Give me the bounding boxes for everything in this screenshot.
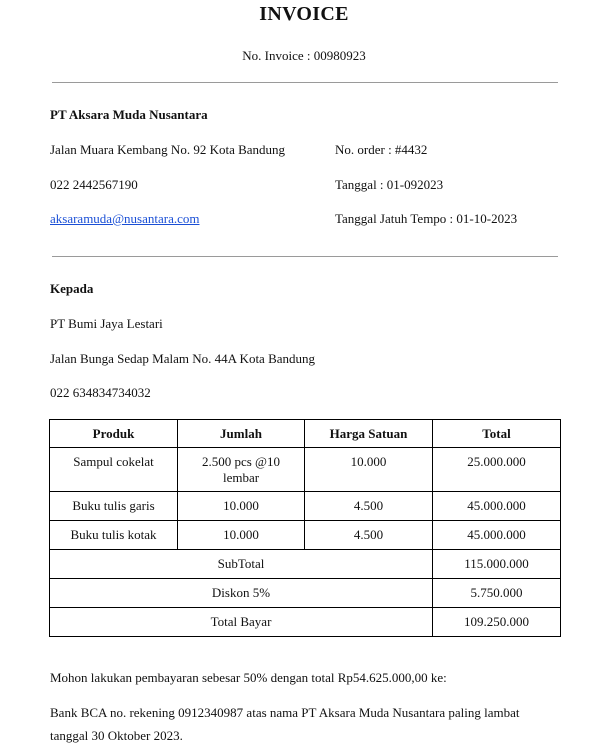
summary-value: 115.000.000 — [433, 550, 561, 579]
bank-note-line-2: tanggal 30 Oktober 2023. — [50, 728, 183, 743]
cell-total: 45.000.000 — [433, 492, 561, 521]
table-header-row — [50, 420, 561, 448]
summary-row-total — [50, 608, 561, 637]
cell-product: Buku tulis garis — [50, 492, 178, 521]
cell-product: Sampul cokelat — [50, 448, 178, 492]
cell-total: 25.000.000 — [433, 448, 561, 492]
cell-product: Buku tulis kotak — [50, 521, 178, 550]
table-row — [50, 448, 561, 492]
table-row — [50, 521, 561, 550]
cell-total: 45.000.000 — [433, 521, 561, 550]
bank-note-line-1: Bank BCA no. rekening 0912340987 atas nama PT Aksara Muda Nusantara paling lambat — [50, 705, 520, 720]
order-date: Tanggal : 01-092023 — [335, 177, 444, 192]
payment-note: Mohon lakukan pembayaran sebesar 50% dengan total Rp54.625.000,00 ke: — [50, 670, 447, 685]
summary-row-subtotal — [50, 550, 561, 579]
cell-qty: 10.000 — [178, 492, 305, 521]
summary-row-discount — [50, 579, 561, 608]
seller-address: Jalan Muara Kembang No. 92 Kota Bandung — [50, 142, 286, 157]
recipient-address: Jalan Bunga Sedap Malam No. 44A Kota Bandung — [50, 351, 316, 366]
due-date: Tanggal Jatuh Tempo : 01-10-2023 — [335, 211, 518, 226]
cell-price: 10.000 — [305, 448, 433, 492]
seller-email-link[interactable]: aksaramuda@nusantara.com — [50, 211, 200, 226]
invoice-title: INVOICE — [259, 3, 349, 25]
invoice-number: No. Invoice : 00980923 — [242, 48, 366, 63]
divider-middle — [52, 256, 558, 257]
order-number: No. order : #4432 — [335, 142, 428, 157]
cell-qty: 2.500 pcs @10 lembar — [178, 448, 305, 492]
recipient-name: PT Bumi Jaya Lestari — [50, 316, 163, 331]
header-produk: Produk — [50, 420, 178, 448]
summary-value: 5.750.000 — [433, 579, 561, 608]
invoice-items-table — [49, 419, 561, 637]
summary-label: Total Bayar — [50, 608, 433, 637]
recipient-phone: 022 634834734032 — [50, 385, 151, 400]
recipient-heading: Kepada — [50, 281, 94, 296]
summary-value: 109.250.000 — [433, 608, 561, 637]
divider-top — [52, 82, 558, 83]
cell-price: 4.500 — [305, 521, 433, 550]
header-jumlah: Jumlah — [178, 420, 305, 448]
header-harga-satuan: Harga Satuan — [305, 420, 433, 448]
table-row — [50, 492, 561, 521]
summary-label: Diskon 5% — [50, 579, 433, 608]
seller-phone: 022 2442567190 — [50, 177, 138, 192]
cell-price: 4.500 — [305, 492, 433, 521]
summary-label: SubTotal — [50, 550, 433, 579]
cell-qty: 10.000 — [178, 521, 305, 550]
header-total: Total — [433, 420, 561, 448]
seller-name: PT Aksara Muda Nusantara — [50, 107, 208, 122]
